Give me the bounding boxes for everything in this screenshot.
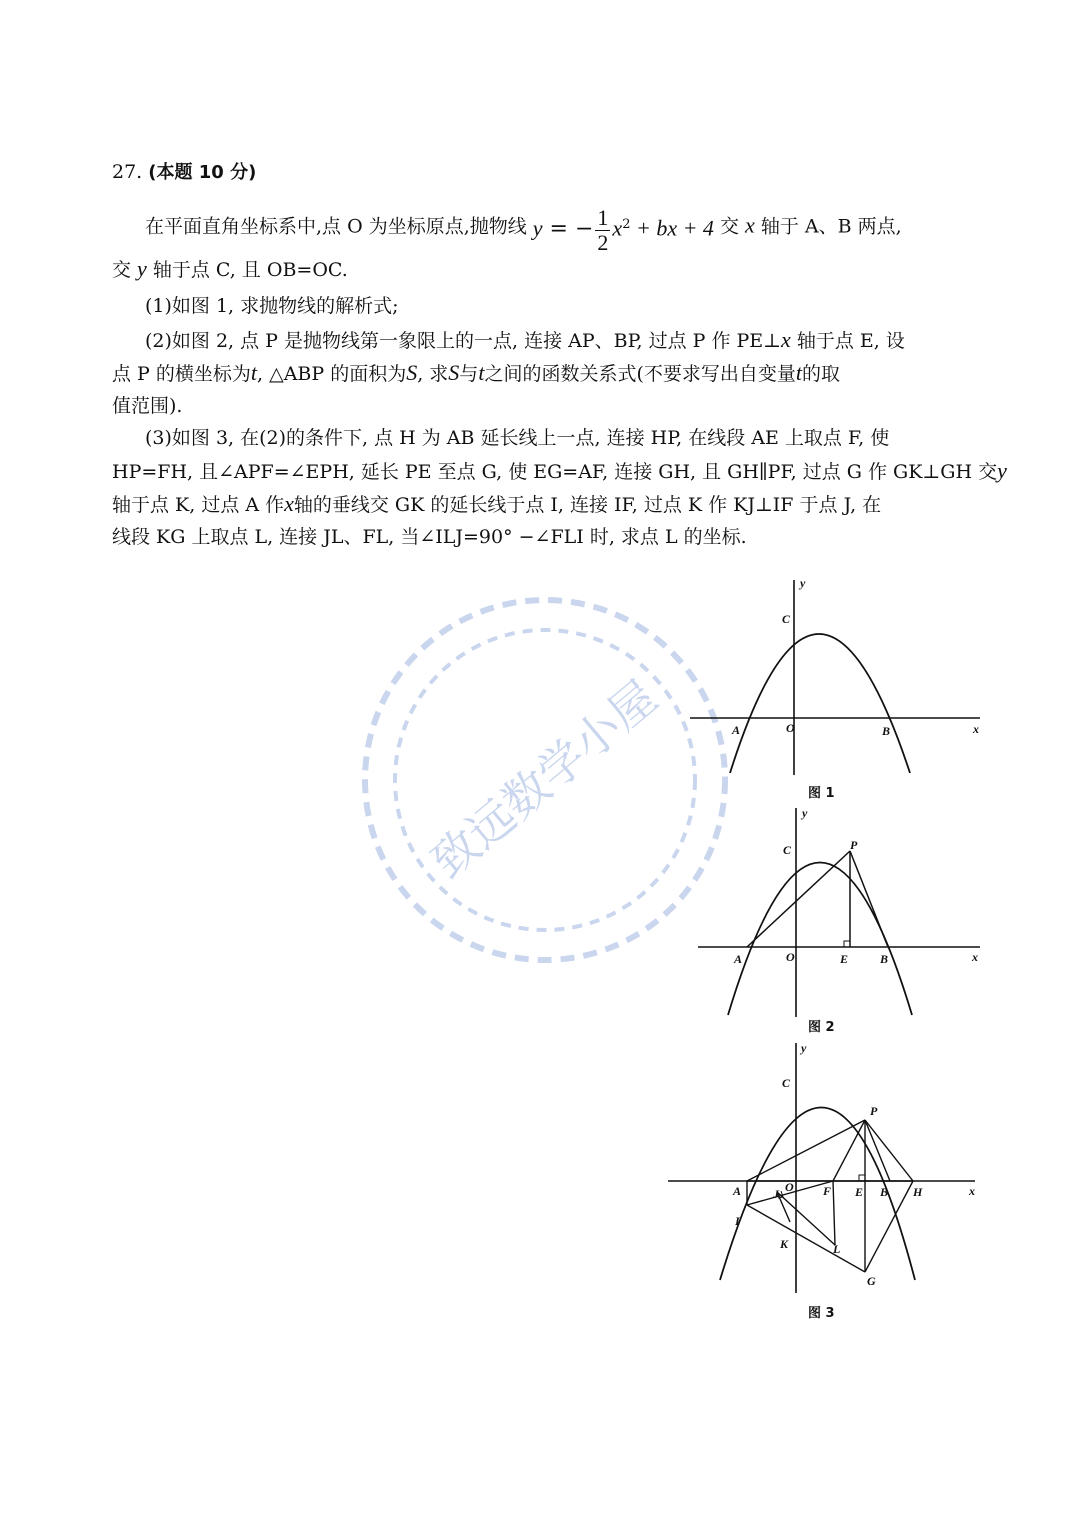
right-angle-mark: [844, 941, 850, 947]
part-3-line-2: HP=FH, 且∠APF=∠EPH, 延长 PE 至点 G, 使 EG=AF, 连接 GH, 且 GH∥PF, 过点 G 作 GK⊥GH 交y: [112, 458, 1007, 483]
label-B: B: [880, 1185, 889, 1199]
right-angle-mark-E: [859, 1175, 865, 1181]
parabola: [730, 634, 910, 773]
segment-PF: [833, 1120, 865, 1181]
stem-line-1: 在平面直角坐标系中,点 O 为坐标原点,抛物线 y = − $\frac{1}{2}$ $x^2$ + bx + 4 交 x 轴于 A、B 两点,: [145, 200, 960, 255]
label-x: x: [973, 722, 979, 736]
label-A: A: [734, 952, 743, 966]
label-E: E: [840, 952, 849, 966]
figure-1: [690, 575, 990, 775]
figure-2-caption: 图 2: [808, 1020, 835, 1035]
figure-3-caption: 图 3: [808, 1306, 835, 1321]
label-E: E: [855, 1185, 864, 1199]
label-G: G: [867, 1274, 876, 1288]
segment-FL: [833, 1181, 835, 1245]
segment-AP: [747, 851, 850, 947]
label-P: P: [870, 1104, 878, 1118]
stem-line-2: 交 y 轴于点 C, 且 OB=OC.: [112, 256, 348, 281]
label-I: I: [735, 1214, 740, 1228]
label-x: x: [972, 950, 978, 964]
label-B: B: [882, 724, 891, 738]
part-3-line-4: 线段 KG 上取点 L, 连接 JL、FL, 当∠ILJ=90° −∠FLI 时, 求点 L 的坐标.: [112, 526, 747, 548]
watermark-stamp: [350, 585, 743, 975]
label-K: K: [780, 1237, 789, 1251]
label-A: A: [733, 1184, 742, 1198]
question-header: [112, 158, 962, 187]
figure-1-caption: 图 1: [808, 786, 835, 801]
label-J: J: [773, 1187, 779, 1201]
part-2-line-1: (2)如图 2, 点 P 是抛物线第一象限上的一点, 连接 AP、BP, 过点 P 作 PE⊥x 轴于点 E, 设: [145, 327, 905, 352]
label-C: C: [782, 1076, 791, 1090]
label-L: L: [833, 1242, 841, 1256]
question-points: (本题 10 分): [148, 162, 257, 183]
fraction-half: $\frac{1}{2}$: [597, 204, 609, 255]
label-x: x: [969, 1184, 975, 1198]
parabola-formula: y = − $\frac{1}{2}$ $x^2$ + bx + 4: [532, 204, 714, 255]
label-O: O: [786, 950, 795, 964]
part-2-line-3: 值范围).: [112, 395, 183, 417]
figure-3: [665, 1040, 985, 1295]
label-y: y: [802, 806, 808, 820]
label-P: P: [850, 838, 858, 852]
part-3-line-3: 轴于点 K, 过点 A 作x轴的垂线交 GK 的延长线于点 I, 连接 IF, 过点 K 作 KJ⊥IF 于点 J, 在: [112, 491, 882, 516]
segment-BP: [850, 851, 888, 947]
part-3-line-1: (3)如图 3, 在(2)的条件下, 点 H 为 AB 延长线上一点, 连接 HP, 在线段 AE 上取点 F, 使: [145, 427, 890, 449]
label-O: O: [785, 1180, 794, 1194]
part-2-line-2: 点 P 的横坐标为t, △ABP 的面积为S, 求S与t之间的函数关系式(不要求写出自变量t的取: [112, 360, 840, 385]
segment-HP: [865, 1120, 913, 1181]
label-C: C: [782, 612, 791, 626]
label-H: H: [913, 1185, 923, 1199]
segment-AP: [747, 1120, 865, 1181]
label-y: y: [801, 1041, 807, 1055]
label-C: C: [783, 843, 792, 857]
segment-GI: [747, 1205, 865, 1272]
figure-2: [690, 805, 990, 1020]
label-y: y: [800, 576, 806, 590]
label-B: B: [880, 952, 889, 966]
label-A: A: [732, 723, 741, 737]
watermark-text: 致远数学小屋: [421, 669, 668, 889]
question-number: 27.: [112, 161, 143, 183]
part-1: (1)如图 1, 求抛物线的解析式;: [145, 295, 399, 317]
stem-text: 在平面直角坐标系中,点 O 为坐标原点,抛物线: [145, 215, 527, 238]
label-F: F: [823, 1184, 832, 1198]
label-O: O: [786, 721, 795, 735]
